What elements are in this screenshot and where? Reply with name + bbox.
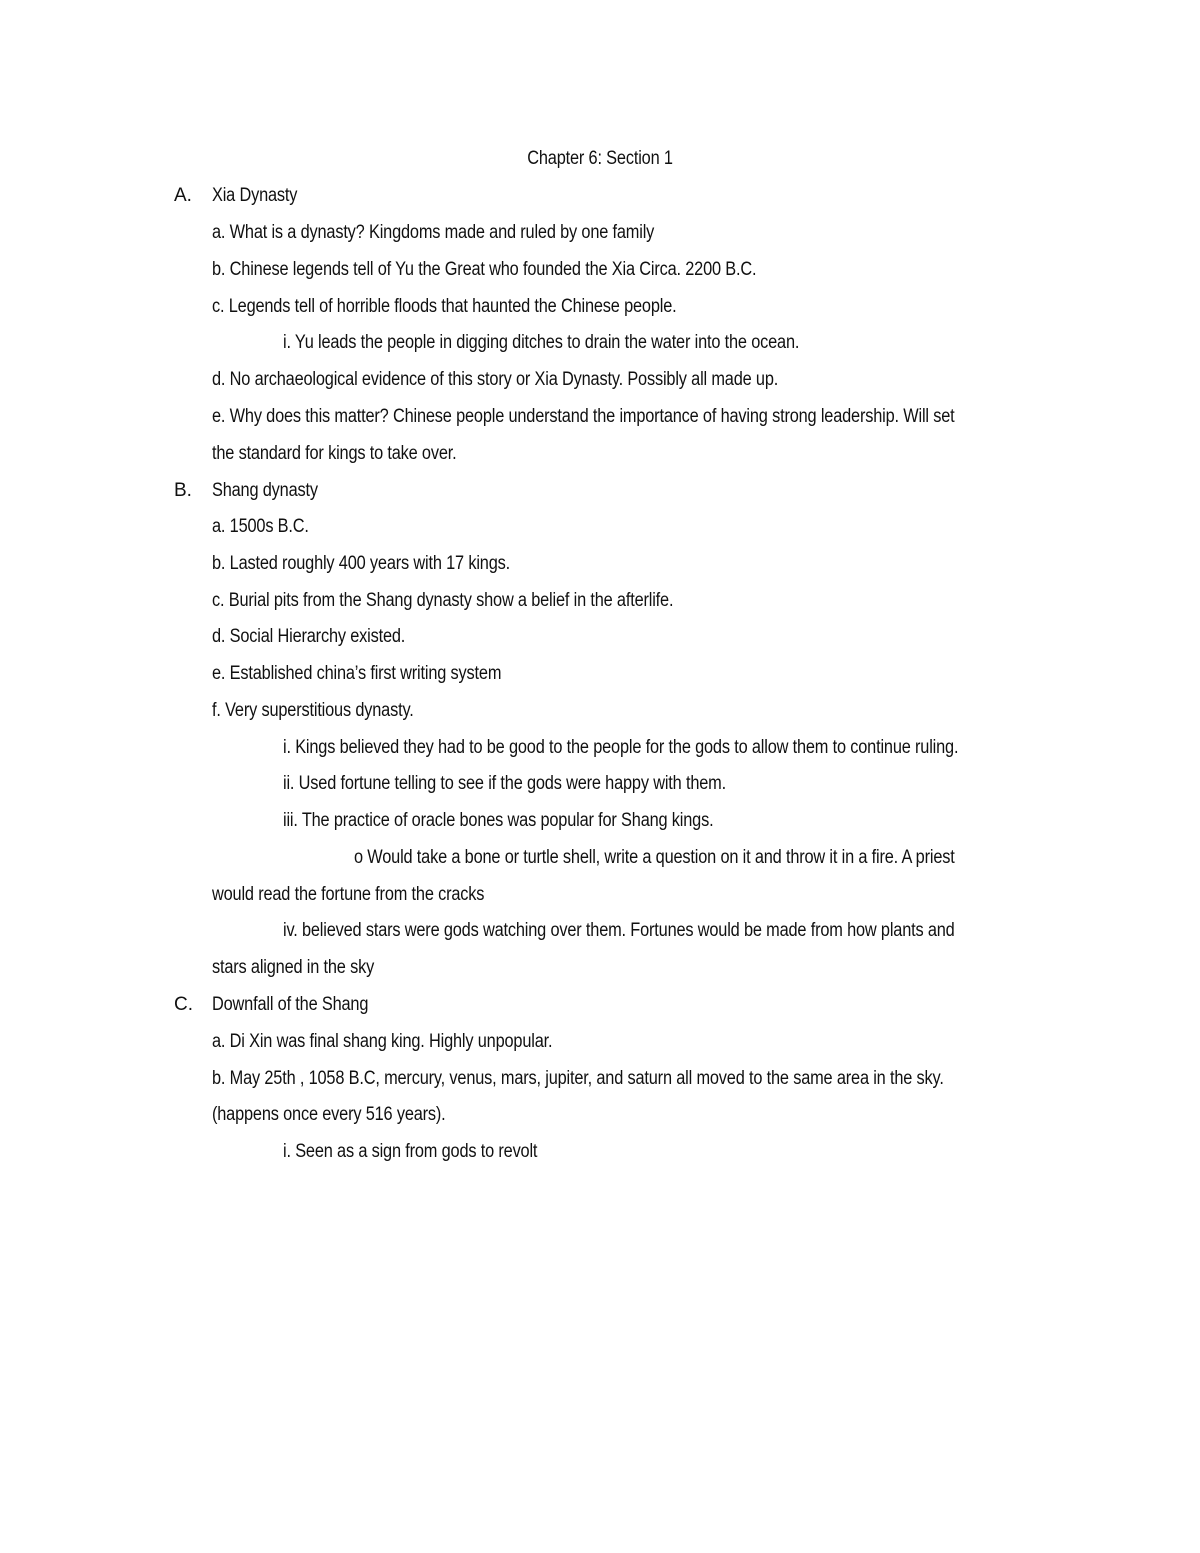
list-item: b. Chinese legends tell of Yu the Great who founded the Xia Circa. 2200 B.C. xyxy=(212,259,757,280)
list-item: b. May 25th , 1058 B.C, mercury, venus, mars, jupiter, and saturn all moved to the same area in the sky. xyxy=(212,1068,944,1089)
section-b-marker: B. xyxy=(174,480,192,501)
list-item: i. Kings believed they had to be good to the people for the gods to allow them to continue ruling. xyxy=(283,737,959,758)
list-item: f. Very superstitious dynasty. xyxy=(212,700,414,721)
list-item: a. 1500s B.C. xyxy=(212,516,309,537)
section-a-marker: A. xyxy=(174,185,192,206)
list-item: c. Burial pits from the Shang dynasty show a belief in the afterlife. xyxy=(212,590,674,611)
list-item: ii. Used fortune telling to see if the gods were happy with them. xyxy=(283,773,726,794)
list-item: b. Lasted roughly 400 years with 17 kings. xyxy=(212,553,510,574)
list-item: i. Seen as a sign from gods to revolt xyxy=(283,1141,538,1162)
list-item: d. No archaeological evidence of this story or Xia Dynasty. Possibly all made up. xyxy=(212,369,779,390)
section-b-heading: Shang dynasty xyxy=(212,480,318,501)
list-item: i. Yu leads the people in digging ditches to drain the water into the ocean. xyxy=(283,332,800,353)
section-c-heading: Downfall of the Shang xyxy=(212,994,369,1015)
list-item: a. What is a dynasty? Kingdoms made and ruled by one family xyxy=(212,222,655,243)
page-title: Chapter 6: Section 1 xyxy=(527,148,673,169)
section-c-marker: C. xyxy=(174,994,193,1015)
list-item: o Would take a bone or turtle shell, write a question on it and throw it in a fire. A priest xyxy=(354,847,955,868)
list-item: c. Legends tell of horrible floods that haunted the Chinese people. xyxy=(212,296,677,317)
list-item: stars aligned in the sky xyxy=(212,957,375,978)
section-a-heading: Xia Dynasty xyxy=(212,185,298,206)
list-item: a. Di Xin was final shang king. Highly unpopular. xyxy=(212,1031,553,1052)
list-item: the standard for kings to take over. xyxy=(212,443,457,464)
list-item: iii. The practice of oracle bones was popular for Shang kings. xyxy=(283,810,714,831)
list-item: e. Established china’s first writing system xyxy=(212,663,502,684)
list-item: d. Social Hierarchy existed. xyxy=(212,626,406,647)
list-item: e. Why does this matter? Chinese people understand the importance of having strong leadership. Will set xyxy=(212,406,955,427)
list-item: iv. believed stars were gods watching over them. Fortunes would be made from how plants and xyxy=(283,920,955,941)
list-item: (happens once every 516 years). xyxy=(212,1104,446,1125)
list-item: would read the fortune from the cracks xyxy=(212,884,485,905)
